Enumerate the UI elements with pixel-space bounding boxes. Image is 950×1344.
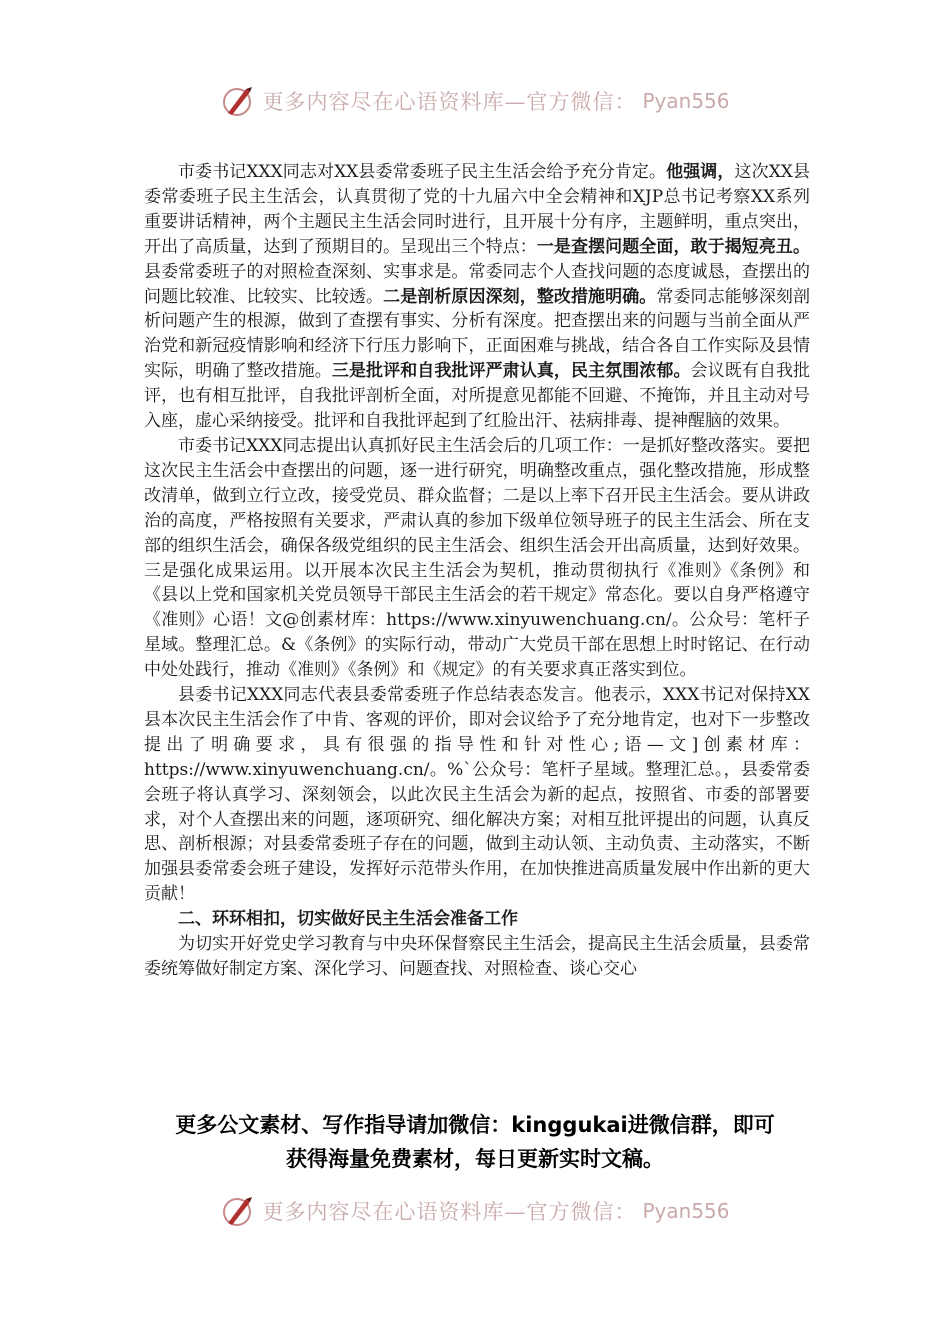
promo-line-2: 获得海量免费素材，每日更新实时文稿。 bbox=[286, 1147, 664, 1171]
text-run: 这次XX县委常委班子民主生活会，认真贯彻了党的十九届六中全会精神和XJP总书记考察XX系列重要讲话精神，两个主题民主生活会同时进行，且开展十分有序，主题鲜明，重点突出，开出了高质量，达到了预期目的。呈现出三个特点： bbox=[144, 162, 810, 257]
paragraph bbox=[144, 160, 810, 434]
bold-text-run: 一是查摆问题全面，敢于揭短亮丑。 bbox=[536, 236, 811, 257]
footer-banner bbox=[0, 1188, 950, 1234]
bold-text-run: 三是批评和自我批评严肃认真，民主氛围浓郁。 bbox=[331, 361, 691, 382]
text-run: 市委书记XXX同志提出认真抓好民主生活会后的几项工作：一是抓好整改落实。要把这次民主生活会中查摆出的问题，逐一进行研究，明确整改重点，强化整改措施，形成整改清单，做到立行立改，接受党员、群众监督；二是以上率下召开民主生活会。要从讲政治的高度，严格按照有关要求，严肃认真的参加下级单位领导班子的民主生活会、所在支部的组织生活会，确保各级党组织的民主生活会、组织生活会开出高质量，达到好效果。三是强化成果运用。以开展本次民主生活会为契机，推动贯彻执行《准则》《条例》和《县以上党和国家机关党员领导干部民主生活会的若干规定》常态化。要以自身严格遵守《准则》心语！文@创素材库：https://www.xinyuwenchuang.cn/。公众号：笔杆子星域。整理汇总。&《条例》的实际行动，带动广大党员干部在思想上时时铭记、在行动中处处践行，推动《准则》《条例》和《规定》的有关要求真正落实到位。 bbox=[144, 435, 810, 681]
banner-text: 更多内容尽在心语资料库—官方微信： bbox=[262, 90, 637, 114]
text-run: 为切实开好党史学习教育与中央环保督察民主生活会，提高民主生活会质量，县委常委统筹做好制定方案、深化学习、问题查找、对照检查、谈心交心 bbox=[144, 934, 810, 979]
bold-text-run: 二是剖析原因深刻，整改措施明确。 bbox=[383, 286, 657, 307]
promo-line-1: 更多公文素材、写作指导请加微信：kinggukai进微信群，即可 bbox=[175, 1113, 775, 1137]
bold-text-run: 二、环环相扣，切实做好民主生活会准备工作 bbox=[178, 909, 518, 930]
banner-wechat-id: Pyan556 bbox=[642, 1199, 730, 1223]
promo-block bbox=[110, 1108, 840, 1176]
paragraph bbox=[144, 683, 810, 907]
banner-wechat-id: Pyan556 bbox=[642, 89, 730, 113]
banner-text: 更多内容尽在心语资料库—官方微信： bbox=[262, 1200, 637, 1224]
bold-text-run: 他强调， bbox=[666, 162, 735, 182]
paragraph bbox=[144, 907, 810, 932]
text-run: 常委同志能够深刻剖析问题产生的根源，做到了查摆有事实、分析有深度。把查摆出来的问题与当前全面从严治党和新冠疫情影响和经济下行压力影响下，正面困难与挑战，结合各自工作实际及县情实际，明确了整改措施。 bbox=[144, 286, 811, 382]
paragraph bbox=[144, 932, 810, 982]
header-banner bbox=[0, 78, 950, 124]
paragraph bbox=[144, 434, 810, 683]
text-run: 县委常委班子的对照检查深刻、实事求是。常委同志个人查找问题的态度诚恳，查摆出的问题比较准、比较实、比较透。 bbox=[144, 261, 810, 307]
text-run: 市委书记XXX同志对XX县委常委班子民主生活会给予充分肯定。 bbox=[178, 162, 667, 182]
document-body bbox=[144, 160, 810, 982]
pen-logo-icon bbox=[220, 83, 256, 119]
pen-logo-icon bbox=[220, 1193, 256, 1229]
text-run: 县委书记XXX同志代表县委常委班子作总结表态发言。他表示，XXX书记对保持XX县本次民主生活会作了中肯、客观的评价，即对会议给予了充分地肯定，也对下一步整改提出了明确要求，具有很强的指导性和针对性心;语—文]创素材库：https://www.xinyuwenchuang.cn/。%`公众号：笔杆子星域。整理汇总。，县委常委会班子将认真学习、深刻领会，以此次民主生活会为新的起点，按照省、市委的部署要求，对个人查摆出来的问题，逐项研究、细化解决方案；对相互批评提出的问题，认真反思、剖析根源；对县委常委班子存在的问题，做到主动认领、主动负责、主动落实，不断加强县委常委会班子建设，发挥好示范带头作用，在加快推进高质量发展中作出新的更大贡献！ bbox=[144, 685, 810, 905]
text-run: 会议既有自我批评，也有相互批评，自我批评剖析全面，对所提意见都能不回避、不掩饰，并且主动对号入座，虚心采纳接受。批评和自我批评起到了红脸出汗、祛病排毒、提神醒脑的效果。 bbox=[144, 361, 811, 432]
